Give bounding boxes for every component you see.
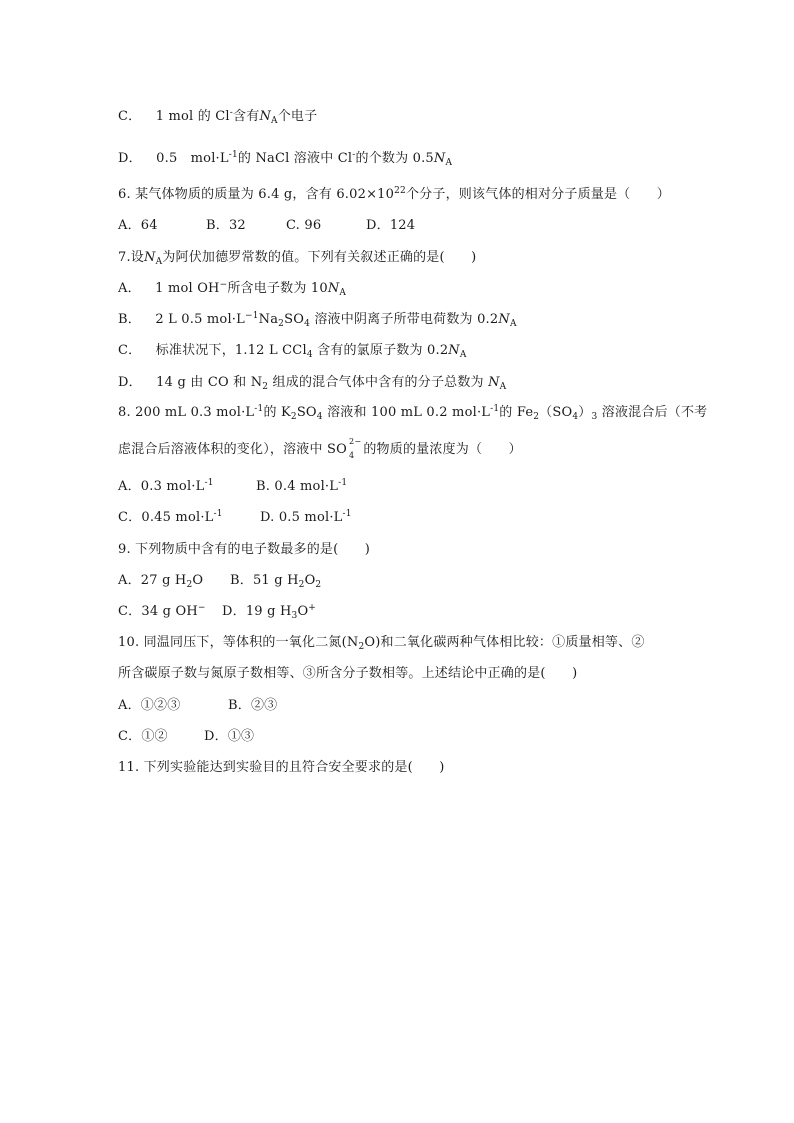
option-label: B． — [118, 312, 141, 327]
option-label: C． — [118, 343, 142, 358]
option-label: D． — [118, 375, 142, 390]
q10-option-b: B．②③ — [228, 698, 278, 713]
q10-options-row1 — [118, 697, 277, 715]
q7-stem: 7.设$N_A$为阿伏加德罗常数的值。下列有关叙述正确的是( ) — [118, 250, 477, 267]
q7-option-a: A． 1 mol OH−所含电子数为 $10N_A$ — [118, 280, 347, 298]
q8-options-row1 — [118, 478, 347, 496]
q10-stem-line2: 所含碳原子数与氮原子数相等、③所含分子数相等。上述结论中正确的是( ) — [118, 666, 578, 681]
q6-stem: 6. 某气体物质的质量为 6.4 g，含有 $6.02\times 10^{22}$个分子，则该气体的相对分子质量是（ ） — [118, 186, 670, 202]
q7-option-c: C． 标准状况下，1.12 L CCl$_4$ 含有的氯原子数为 $0.2N_A$ — [118, 343, 467, 360]
q9-option-b: B．51 g $H_2O_2$ — [230, 573, 322, 590]
q8-stem-line2: 虑混合后溶液体积的变化），溶液中 SO 2− 4 的物质的量浓度为（ ） — [118, 437, 522, 460]
q8-option-a: A．0.3 $mol\cdot L^{-1}$ — [118, 478, 214, 494]
q8-option-d: D. 0.5 $mol\cdot L^{-1}$ — [260, 509, 352, 525]
q9-option-d: D．19 g $H_3O^+$ — [222, 603, 317, 621]
q6-option-a: A．64 — [118, 218, 158, 233]
q7-option-d: D． 14 g 由 CO 和 $N_2$ 组成的混合气体中含有的分子总数为 $N_A$ — [118, 375, 507, 392]
q10-option-c: C．①② — [118, 729, 168, 744]
q10-stem-line1: 10. 同温同压下，等体积的一氧化二氮$(N_2O)$和二氧化碳两种气体相比较：①质量相等、② — [118, 635, 645, 652]
q6-option-b: B．32 — [206, 218, 246, 233]
option-label: A． — [118, 281, 141, 296]
q9-option-c: C．34 g OH− — [118, 603, 206, 619]
q5-option-c: C． 1 mol 的 Cl-含有$N_A$个电子 — [118, 108, 318, 126]
option-label: D． — [118, 151, 142, 166]
q9-option-a: A．27 g $H_2O$ — [118, 573, 204, 590]
q10-option-d: D．①③ — [204, 729, 255, 744]
q9-options-row2 — [118, 603, 316, 621]
option-label: C． — [118, 109, 142, 124]
q6-options — [118, 217, 415, 235]
q6-option-c: C. 96 — [286, 218, 322, 233]
q10-options-row2 — [118, 728, 254, 746]
q11-stem: 11. 下列实验能达到实验目的且符合安全要求的是( ) — [118, 760, 445, 775]
q9-options-row1 — [118, 572, 321, 590]
sulfate-ion: SO 2− 4 — [327, 437, 362, 460]
q8-option-c: C．0.45 $mol\cdot L^{-1}$ — [118, 509, 223, 525]
q8-stem-line1: 8. 200 mL 0.3 $mol\cdot L^{-1}$的 $K_2SO_4$ 溶液和 100 mL 0.2 $mol\cdot L^{-1}$的 $Fe_2(SO_4)_3$ 溶液混合后（不考 — [118, 404, 708, 422]
q6-option-d: D．124 — [366, 218, 416, 233]
q8-options-row2 — [118, 509, 352, 527]
q9-stem: 9. 下列物质中含有的电子数最多的是( ) — [118, 542, 371, 557]
q7-option-b: B． 2 L 0.5 $mol\cdot L^{-1}Na_2SO_4$ 溶液中阴离子所带电荷数为 $0.2N_A$ — [118, 311, 517, 329]
q10-option-a: A．①②③ — [118, 698, 181, 713]
q8-option-b: B. 0.4 $mol\cdot L^{-1}$ — [256, 478, 348, 494]
q5-option-d: D． 0.5 $mol\cdot L^{-1}$的 NaCl 溶液中 Cl-的个数为 $0.5N_A$ — [118, 150, 453, 168]
